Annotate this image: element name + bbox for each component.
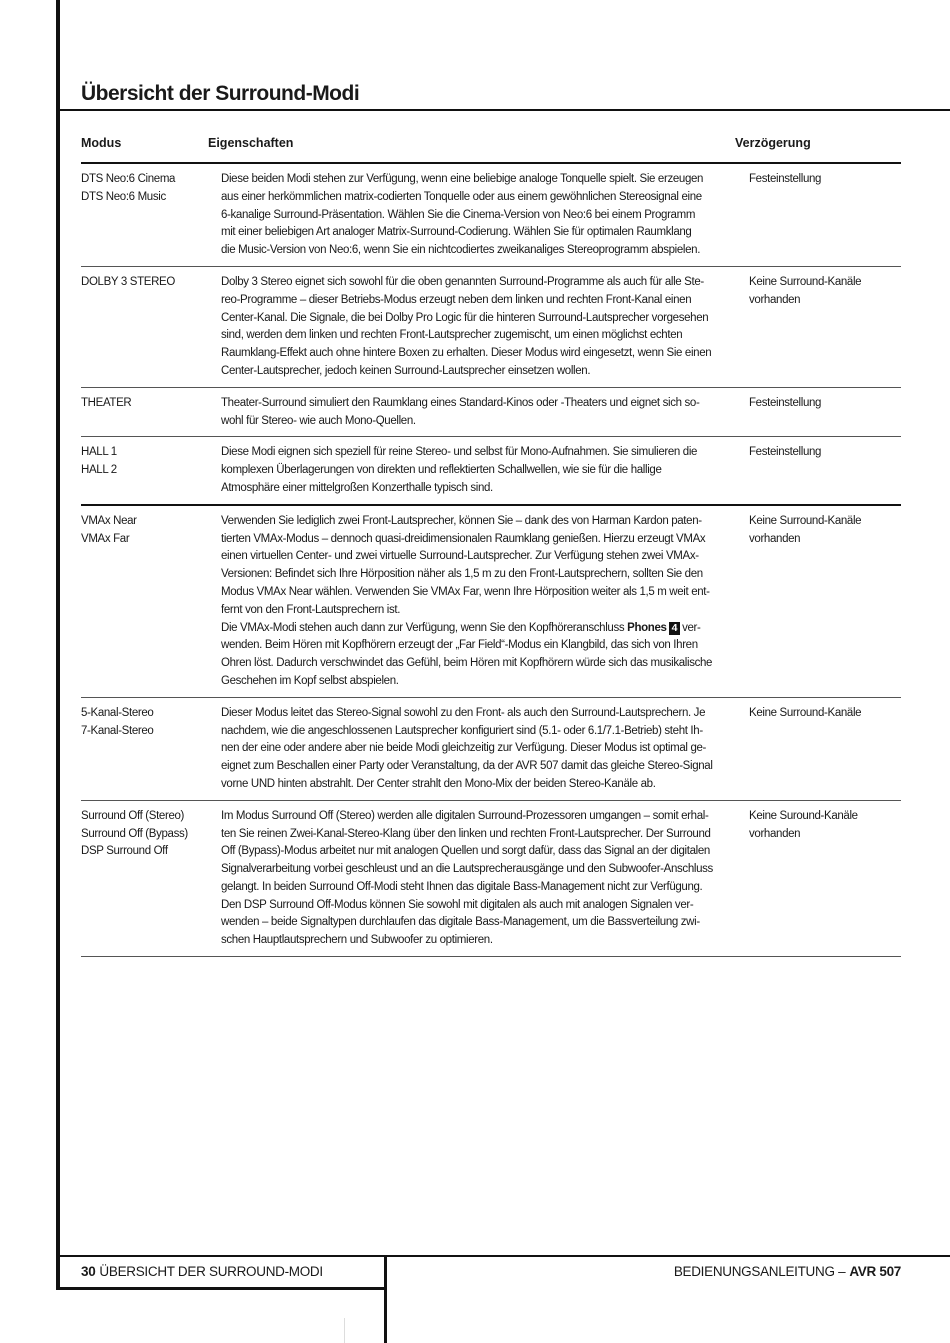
header-mode: Modus: [81, 136, 122, 150]
faint-mark: [344, 1318, 345, 1343]
description-line: Center-Lautsprecher, jedoch keinen Surround-Lautsprecher einsetzen wollen.: [221, 364, 591, 377]
footer-section-title: ÜBERSICHT DER SURROUND-MODI: [99, 1264, 323, 1279]
mode-name: DSP Surround Off: [81, 845, 168, 858]
footer-model: AVR 507: [849, 1264, 901, 1279]
mode-cell: [81, 705, 221, 794]
description-line: wohl für Stereo- wie auch Mono-Quellen.: [221, 414, 416, 427]
description-line: Versionen: Befindet sich Ihre Hörposition näher als 1,5 m zu den Front-Lautsprechern, sollten Sie den: [221, 568, 703, 581]
description-cell: [221, 513, 721, 691]
description-line: Atmosphäre einer mittelgroßen Konzerthalle typisch sind.: [221, 481, 493, 494]
table-row: [81, 267, 901, 388]
description-line: aus einer herkömmlichen matrix-codierten Tonquelle oder aus einem gewöhnlichen Stereosignal eine: [221, 190, 702, 203]
description-line: 6-kanalige Surround-Präsentation. Wählen Sie die Cinema-Version von Neo:6 bei einem Programm: [221, 208, 696, 221]
table-row: [81, 698, 901, 801]
description-line: Ohren löst. Dadurch verschwindet das Gefühl, beim Hören mit Kopfhörern würde sich das musikalische: [221, 657, 713, 670]
mode-cell: [81, 395, 221, 431]
description-line: vorne UND hinten abstrahlt. Der Center strahlt den Mono-Mix der beiden Stereo-Kanäle ab.: [221, 777, 656, 790]
description-line: schen Hauptlautsprechern und Subwoofer zu optimieren.: [221, 934, 493, 947]
delay-text: Festeinstellung: [749, 173, 822, 185]
description-line: Diese Modi eignen sich speziell für reine Stereo- und selbst für Mono-Aufnahmen. Sie simulieren die: [221, 446, 698, 459]
delay-cell: [749, 444, 899, 497]
description-line-phones: [221, 620, 721, 638]
description-line: reo-Programme – dieser Betriebs-Modus erzeugt neben dem linken und rechten Front-Kanal einen: [221, 293, 692, 306]
mode-cell: [81, 171, 221, 260]
description-line: Im Modus Surround Off (Stereo) werden alle digitalen Surround-Prozessoren umgangen – somit erhal-: [221, 809, 709, 822]
left-margin-bar: [56, 0, 60, 1290]
delay-text: Keine Suround-Kanäle: [749, 809, 858, 822]
phones-jack-number-badge: 4: [669, 622, 681, 635]
description-line: Den DSP Surround Off-Modus können Sie sowohl mit digitalen als auch mit analogen Signalen ver-: [221, 898, 694, 911]
description-cell: [221, 171, 721, 260]
mode-name: Surround Off (Bypass): [81, 827, 188, 840]
description-line: tierten VMAx-Modus – dennoch quasi-dreidimensionalen Raumklang genießen. Hierzu erzeugt VMAx: [221, 532, 706, 545]
mode-name: 5-Kanal-Stereo: [81, 706, 154, 719]
description-line: Dieser Modus leitet das Stereo-Signal sowohl zu den Front- als auch den Surround-Lautsprechern. Je: [221, 706, 706, 719]
title-rule: [56, 109, 950, 111]
description-line: Diese beiden Modi stehen zur Verfügung, wenn eine beliebige analoge Tonquelle spielt. Sie erzeugen: [221, 173, 704, 185]
table-row: [81, 388, 901, 438]
delay-cell: [749, 513, 899, 691]
description-line: sind, werden dem linken und rechten Front-Lautsprecher zugemischt, um einen möglichst echten: [221, 329, 683, 342]
description-cell: [221, 274, 721, 381]
mode-cell: [81, 808, 221, 950]
description-line: wenden. Beim Hören mit Kopfhörern erzeugt der „Far Field“-Modus ein Klangbild, das sich von Ihren: [221, 639, 698, 652]
page-title: Übersicht der Surround-Modi: [81, 82, 360, 105]
description-line: Theater-Surround simuliert den Raumklang eines Standard-Kinos oder -Theaters und eignet sich so-: [221, 396, 700, 409]
header-properties: Eigenschaften: [208, 136, 294, 150]
delay-text: Keine Surround-Kanäle: [749, 514, 862, 527]
mode-cell: [81, 513, 221, 691]
delay-cell: [749, 395, 899, 431]
phones-label: Phones: [627, 621, 667, 634]
mode-name: 7-Kanal-Stereo: [81, 724, 154, 737]
table-row: [81, 437, 901, 505]
delay-text: vorhanden: [749, 827, 801, 840]
mode-name: DTS Neo:6 Music: [81, 190, 166, 203]
table-row: [81, 164, 901, 267]
phones-text-before: Die VMAx-Modi stehen auch dann zur Verfügung, wenn Sie den Kopfhöreranschluss: [221, 621, 625, 634]
delay-text: Festeinstellung: [749, 446, 822, 459]
mode-name: Surround Off (Stereo): [81, 809, 185, 822]
footer-manual-label: BEDIENUNGSANLEITUNG –: [673, 1264, 846, 1279]
delay-cell: [749, 171, 899, 260]
delay-cell: [749, 705, 899, 794]
description-line: Off (Bypass)-Modus arbeitet nur mit analogen Quellen und sorgt dafür, dass das Signal an der digitalen: [221, 845, 710, 858]
phones-text-after: ver-: [682, 621, 701, 634]
mode-name: VMAx Far: [81, 532, 130, 545]
description-line: nachdem, wie die angeschlossenen Lautsprecher konfiguriert sind (5.1- oder 6.1/7.1-Betrieb) steht Ih-: [221, 724, 703, 737]
delay-text: Keine Surround-Kanäle: [749, 275, 862, 288]
description-line: mit einer beliebigen Art analoger Matrix-Surround-Codierung. Wählen Sie für optimalen Raumklang: [221, 226, 692, 239]
page-number: 30: [81, 1264, 96, 1279]
footer-divider: [384, 1257, 387, 1343]
description-line: Signalverarbeitung vorbei geschleust und an die Lautsprecherausgänge und den Subwoofer-Anschluss: [221, 863, 713, 876]
description-line: Dolby 3 Stereo eignet sich sowohl für die oben genannten Surround-Programme als auch für alle Ste-: [221, 275, 704, 288]
description-line: Raumklang-Effekt auch ohne hintere Boxen zu erhalten. Dieser Modus wird eingesetzt, wenn Sie einen: [221, 347, 712, 360]
delay-text: vorhanden: [749, 293, 801, 306]
description-line: ten Sie reinen Zwei-Kanal-Stereo-Klang über den linken und rechten Front-Lautsprecher. Der Surround: [221, 827, 711, 840]
delay-text: vorhanden: [749, 532, 801, 545]
description-line: gelangt. In beiden Surround Off-Modi steht Ihnen das digitale Bass-Management nicht zur Verfügung.: [221, 880, 703, 893]
mode-name: THEATER: [81, 396, 132, 409]
delay-cell: [749, 274, 899, 381]
description-line: Modus VMAx Near wählen. Verwenden Sie VMAx Far, wenn Ihre Hörposition weiter als 1,5 m weit ent-: [221, 585, 710, 598]
mode-name: HALL 2: [81, 464, 117, 477]
delay-text: Keine Surround-Kanäle: [749, 706, 862, 719]
delay-cell: [749, 808, 899, 950]
description-line: Center-Kanal. Die Signale, die bei Dolby Pro Logic für die hinteren Surround-Lautsprecher vorgesehen: [221, 311, 709, 324]
description-line: fernt von den Front-Lautsprechern ist.: [221, 603, 401, 616]
description-cell: [221, 705, 721, 794]
description-line: Geschehen im Kopf selbst abspielen.: [221, 674, 399, 687]
description-line: einen virtuellen Center- und zwei virtuelle Surround-Lautsprecher. Zur Verfügung stehen zwei VMAx-: [221, 550, 699, 563]
mode-name: DOLBY 3 STEREO: [81, 275, 175, 288]
description-line: komplexen Überlagerungen von direkten und reflektierten Schallwellen, wie sie für die hallige: [221, 464, 662, 477]
description-line: nen der eine oder andere aber nie beide Modi gleichzeitig zur Verfügung. Dieser Modus ist optimal ge-: [221, 742, 707, 755]
footer-right: [674, 1264, 901, 1279]
mode-name: HALL 1: [81, 446, 117, 459]
mode-name: DTS Neo:6 Cinema: [81, 173, 176, 185]
description-cell: [221, 444, 721, 497]
surround-modes-table: [81, 130, 901, 957]
footer-left: [81, 1264, 323, 1279]
table-row: [81, 506, 901, 698]
description-cell: [221, 808, 721, 950]
description-cell: [221, 395, 721, 431]
mode-name: VMAx Near: [81, 514, 137, 527]
table-header: [81, 130, 901, 164]
mode-cell: [81, 444, 221, 497]
delay-text: Festeinstellung: [749, 396, 822, 409]
description-line: eignet zum Beschallen einer Party oder Veranstaltung, da der AVR 507 damit das gleiche Stereo-Signal: [221, 760, 713, 773]
footer-bottom-rule: [56, 1287, 387, 1290]
description-line: Verwenden Sie lediglich zwei Front-Lautsprecher, können Sie – dank des von Harman Kardon paten-: [221, 514, 702, 527]
header-delay: Verzögerung: [735, 136, 811, 150]
table-row: [81, 801, 901, 957]
mode-cell: [81, 274, 221, 381]
footer-rule: [56, 1255, 950, 1257]
description-line: die Music-Version von Neo:6, wenn Sie ein nichtcodiertes zweikanaliges Stereoprogramm abspielen.: [221, 244, 701, 257]
description-line: wenden – beide Signaltypen durchlaufen das digitale Bass-Management, um die Bassverteilung zwi-: [221, 916, 700, 929]
